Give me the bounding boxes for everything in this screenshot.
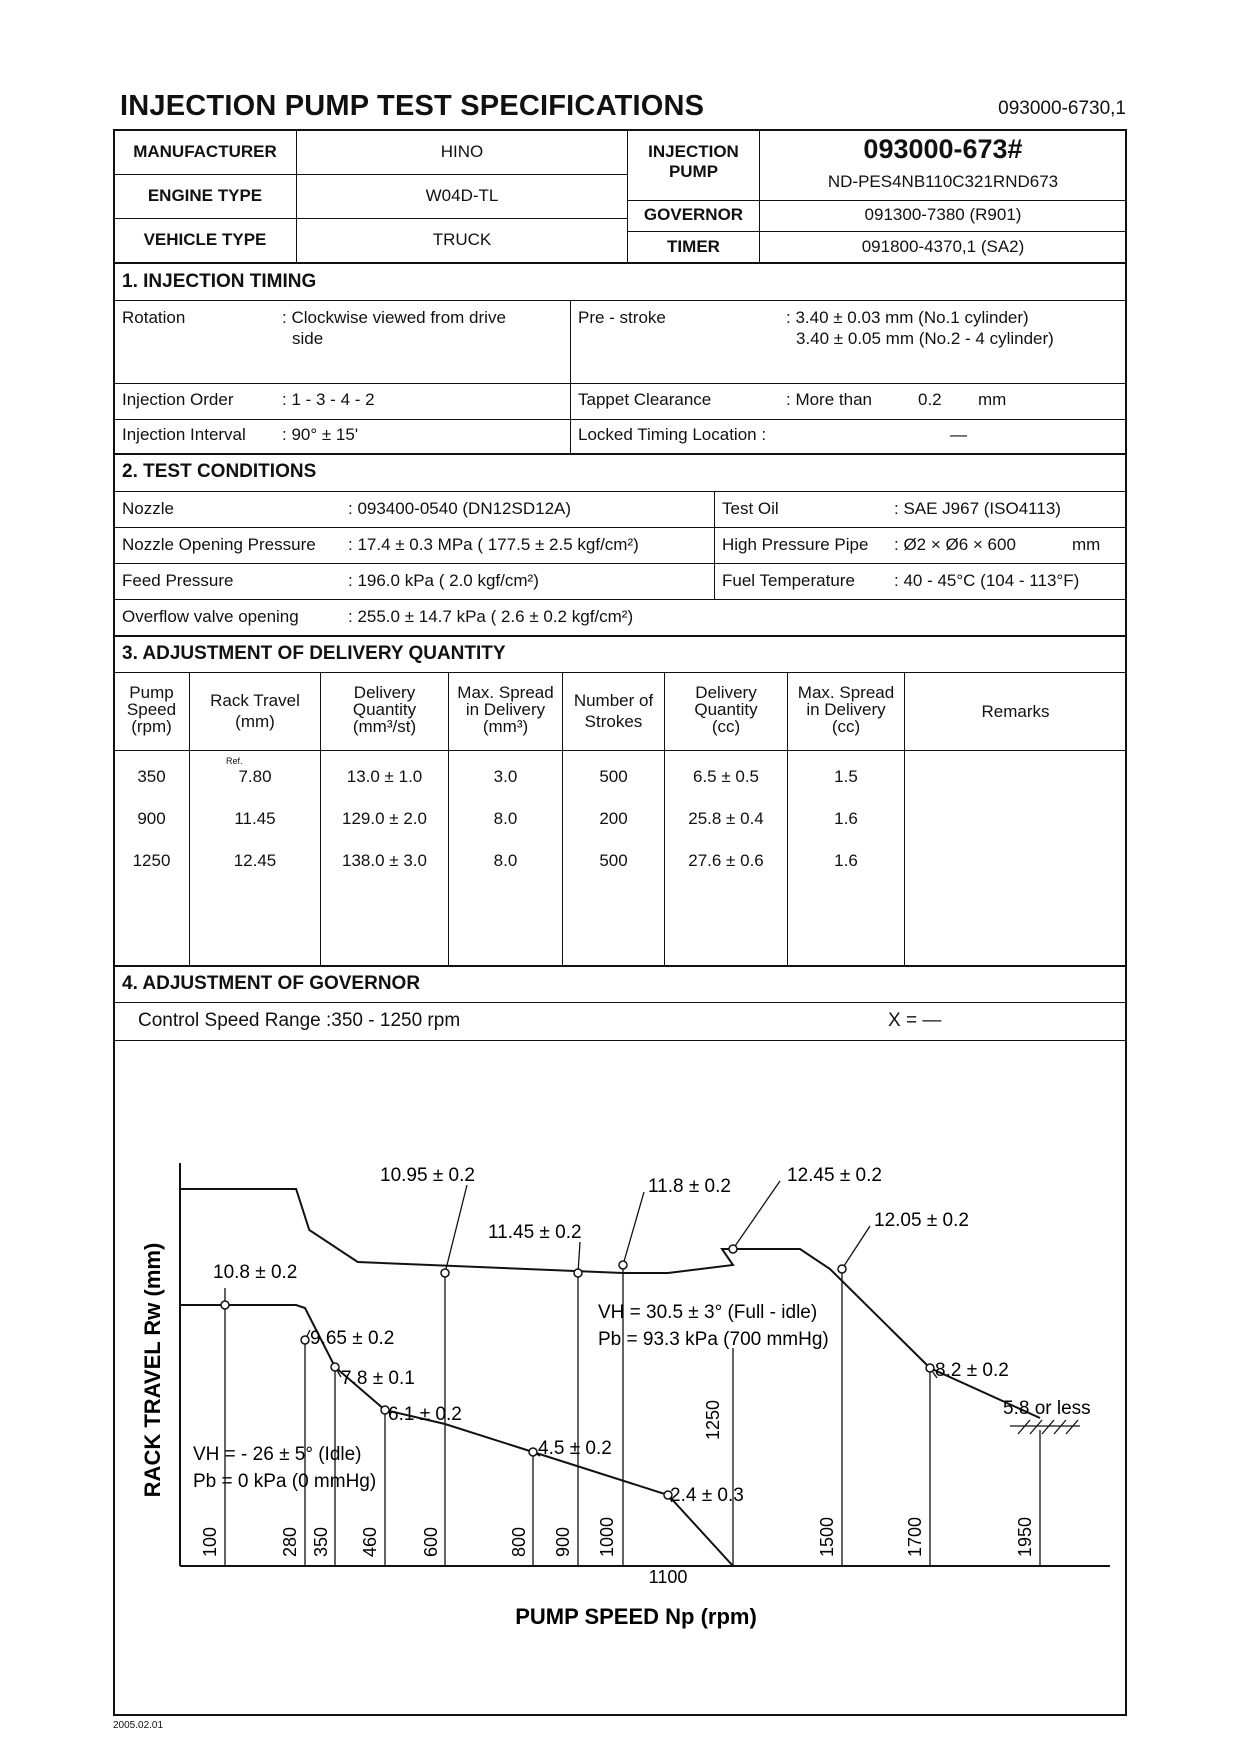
leader-line [623, 1192, 644, 1265]
y-axis-label: RACK TRAVEL Rw (mm) [140, 1242, 165, 1498]
x-tick-label: 1500 [817, 1516, 837, 1557]
control-speed-range: Control Speed Range :350 - 1250 rpm [138, 1010, 461, 1031]
data-point [619, 1261, 627, 1269]
ref-mark: Ref. [226, 756, 243, 766]
data-point [331, 1363, 339, 1371]
injection-order-label: Injection Order [122, 390, 234, 409]
vehicle-type-label: VEHICLE TYPE [143, 230, 267, 249]
annotation-12-45: 12.45 ± 0.2 [787, 1165, 882, 1186]
x-tick-label: 600 [421, 1526, 441, 1557]
nozzle-label: Nozzle [122, 499, 174, 518]
x-tick-label: 460 [360, 1526, 380, 1557]
rotation-label: Rotation [122, 308, 186, 327]
annotation-8-2: 8.2 ± 0.2 [935, 1360, 1009, 1381]
leader-line [445, 1185, 467, 1273]
data-point [574, 1269, 582, 1277]
limit-hatch [1042, 1420, 1054, 1434]
col-rack-travel: Rack Travel (mm) [210, 691, 300, 731]
injection-interval-value: : 90° ± 15' [282, 425, 359, 444]
pump-model: ND-PES4NB110C321RND673 [827, 172, 1059, 191]
speed-1250-label: 1250 [703, 1399, 723, 1440]
section-delivery-quantity: 3. ADJUSTMENT OF DELIVERY QUANTITY [122, 643, 506, 664]
col-delivery-quantity-mm3: Delivery Quantity (mm³/st) [352, 683, 417, 736]
x-tick-label: 1700 [905, 1516, 925, 1557]
injection-order-value: : 1 - 3 - 4 - 2 [282, 390, 375, 409]
leader-line [842, 1226, 870, 1269]
annotation-5-8: 5.8 or less [1003, 1398, 1091, 1419]
x-tick-label: 100 [200, 1526, 220, 1557]
annotation-10-8: 10.8 ± 0.2 [213, 1262, 298, 1283]
leader-line [733, 1181, 780, 1249]
test-oil-label: Test Oil [722, 499, 779, 518]
x-tick-label: 1100 [648, 1567, 688, 1587]
high-pressure-pipe-unit: mm [1072, 535, 1101, 554]
x-tick-label: 1000 [597, 1516, 617, 1557]
col-pump-speed: Pump Speed (rpm) [126, 683, 177, 736]
full-load-note-2: Pb = 93.3 kPa (700 mmHg) [598, 1329, 829, 1350]
limit-hatch [1066, 1420, 1078, 1434]
prestroke-value-2: 3.40 ± 0.05 mm (No.2 - 4 cylinder) [796, 329, 1054, 348]
tappet-clearance-value: : More than [786, 390, 872, 409]
col-number-of-strokes: Number of Strokes [573, 691, 654, 731]
rotation-value-2: side [292, 329, 324, 348]
test-oil-value: : SAE J967 (ISO4113) [894, 499, 1061, 518]
fuel-temperature-value: : 40 - 45°C (104 - 113°F) [894, 571, 1080, 590]
data-point [221, 1301, 229, 1309]
document-number: 093000-6730,1 [998, 98, 1126, 119]
col-max-spread-cc: Max. Spread in Delivery (cc) [797, 683, 895, 736]
high-pressure-pipe-label: High Pressure Pipe [722, 535, 869, 554]
feed-pressure-label: Feed Pressure [122, 571, 234, 590]
locked-timing-value: — [950, 425, 967, 444]
vehicle-type-value: TRUCK [432, 230, 492, 249]
footer-date: 2005.02.01 [113, 1720, 164, 1731]
governor-label: GOVERNOR [643, 205, 744, 224]
annotation-12-05: 12.05 ± 0.2 [874, 1210, 969, 1231]
x-tick-label: 800 [509, 1526, 529, 1557]
engine-type-value: W04D-TL [425, 186, 499, 205]
timer-value: 091800-4370,1 (SA2) [861, 237, 1025, 256]
injection-pump-label: INJECTION PUMP [648, 142, 739, 181]
col-delivery-quantity-cc: Delivery Quantity (cc) [694, 683, 758, 736]
injection-interval-label: Injection Interval [122, 425, 246, 444]
fuel-temperature-label: Fuel Temperature [722, 571, 855, 590]
annotation-2-4: 2.4 ± 0.3 [670, 1485, 744, 1506]
section-governor: 4. ADJUSTMENT OF GOVERNOR [122, 973, 421, 994]
full-load-note-1: VH = 30.5 ± 3° (Full - idle) [598, 1302, 818, 1323]
high-pressure-pipe-value: : Ø2 × Ø6 × 600 [894, 535, 1016, 554]
col-max-spread-mm3: Max. Spread in Delivery (mm³) [457, 683, 554, 736]
data-point [301, 1336, 309, 1344]
idle-note-2: Pb = 0 kPa (0 mmHg) [193, 1471, 377, 1492]
limit-hatch [1018, 1420, 1030, 1434]
engine-type-label: ENGINE TYPE [147, 186, 263, 205]
annotation-9-65: 9.65 ± 0.2 [310, 1328, 395, 1349]
data-point [529, 1448, 537, 1456]
data-point [729, 1245, 737, 1253]
rotation-value-1: : Clockwise viewed from drive [282, 308, 506, 327]
overflow-valve-label: Overflow valve opening [122, 607, 299, 626]
x-tick-label: 900 [553, 1526, 573, 1557]
section-test-conditions: 2. TEST CONDITIONS [122, 461, 317, 482]
tappet-clearance-number: 0.2 [918, 390, 942, 409]
pump-number: 093000-673# [863, 134, 1023, 164]
x-value: X = — [888, 1010, 942, 1031]
col-remarks: Remarks [981, 702, 1050, 721]
data-point [838, 1265, 846, 1273]
manufacturer-label: MANUFACTURER [133, 142, 277, 161]
nozzle-opening-pressure-label: Nozzle Opening Pressure [122, 535, 316, 554]
manufacturer-value: HINO [440, 142, 484, 161]
locked-timing-label: Locked Timing Location : [578, 425, 767, 444]
nozzle-value: : 093400-0540 (DN12SD12A) [348, 499, 572, 518]
x-tick-label: 280 [280, 1526, 300, 1557]
annotation-7-8: 7.8 ± 0.1 [341, 1368, 415, 1389]
page-title: INJECTION PUMP TEST SPECIFICATIONS [120, 90, 705, 122]
limit-hatch [1054, 1420, 1066, 1434]
tappet-clearance-unit: mm [978, 390, 1007, 409]
overflow-valve-value: : 255.0 ± 14.7 kPa ( 2.6 ± 0.2 kgf/cm²) [348, 607, 634, 626]
annotation-11-45: 11.45 ± 0.2 [488, 1222, 582, 1243]
data-point [441, 1269, 449, 1277]
feed-pressure-value: : 196.0 kPa ( 2.0 kgf/cm²) [348, 571, 539, 590]
annotation-6-1: 6.1 ± 0.2 [388, 1404, 462, 1425]
section-injection-timing: 1. INJECTION TIMING [122, 271, 317, 292]
x-tick-label: 350 [311, 1526, 331, 1557]
annotation-10-95: 10.95 ± 0.2 [380, 1165, 475, 1186]
tappet-clearance-label: Tappet Clearance [578, 390, 712, 409]
governor-value: 091300-7380 (R901) [864, 205, 1022, 224]
timer-label: TIMER [667, 237, 720, 256]
x-axis-label: PUMP SPEED Np (rpm) [515, 1604, 757, 1629]
data-point [926, 1364, 934, 1372]
x-tick-label: 1950 [1015, 1516, 1035, 1557]
prestroke-label: Pre - stroke [578, 308, 666, 327]
idle-note-1: VH = - 26 ± 5° (Idle) [193, 1444, 362, 1465]
annotation-4-5: 4.5 ± 0.2 [538, 1438, 612, 1459]
prestroke-value-1: : 3.40 ± 0.03 mm (No.1 cylinder) [786, 308, 1029, 327]
annotation-11-8: 11.8 ± 0.2 [648, 1176, 731, 1197]
nozzle-opening-pressure-value: : 17.4 ± 0.3 MPa ( 177.5 ± 2.5 kgf/cm²) [348, 535, 639, 554]
